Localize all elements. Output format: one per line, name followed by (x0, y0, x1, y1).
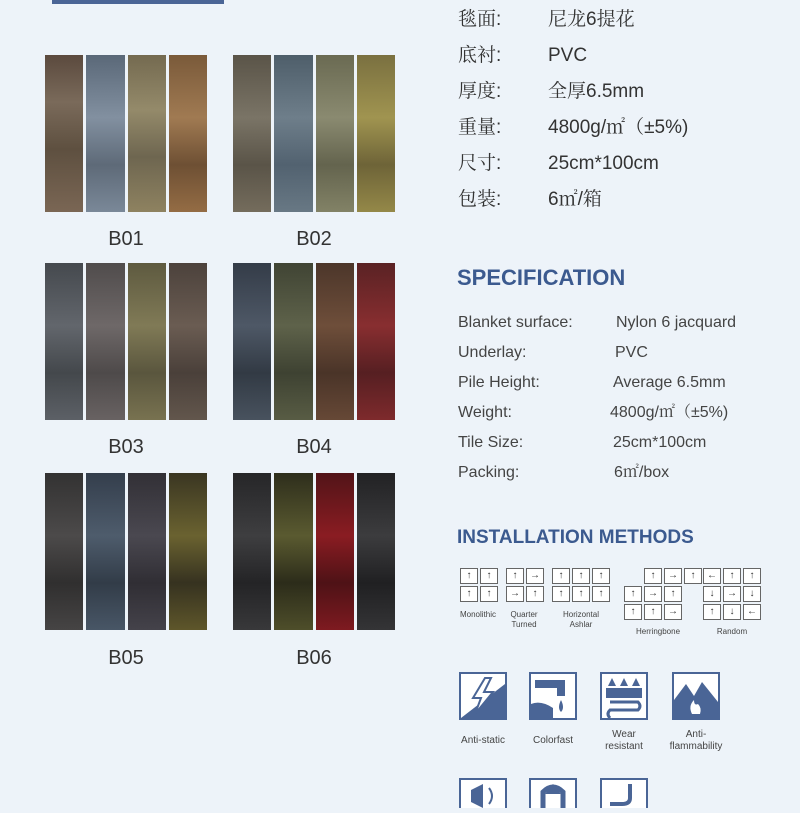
swatch-label: B03 (108, 436, 144, 458)
u-turn-arrow-icon (529, 778, 577, 808)
herringbone-diagram (624, 568, 702, 620)
strip (45, 55, 83, 212)
cn-spec-value: 6㎡/箱 (548, 189, 602, 210)
cn-spec-key: 底衬: (458, 45, 502, 66)
strip (128, 473, 166, 630)
strip (169, 55, 207, 212)
arrow-left-icon: ← (743, 604, 761, 620)
arrow-up-icon: ↑ (506, 568, 524, 584)
arrow-up-icon: ↑ (480, 568, 498, 584)
strip (274, 473, 312, 630)
en-spec-key: Tile Size: (458, 434, 524, 451)
arrow-up-icon: ↑ (624, 586, 642, 602)
arrow-down-icon: ↓ (743, 586, 761, 602)
arrow-right-icon: → (664, 568, 682, 584)
lightning-icon (459, 672, 507, 720)
faucet-icon (529, 672, 577, 720)
swatch-b01 (45, 55, 207, 212)
random-diagram (703, 568, 761, 620)
strip (316, 263, 354, 420)
arrow-up-icon: ↑ (684, 568, 702, 584)
strip (274, 263, 312, 420)
cn-spec-value: 4800g/㎡（±5%) (548, 117, 689, 138)
swatch-label: B06 (296, 647, 332, 669)
arrow-left-icon: ← (703, 568, 721, 584)
method-label (630, 627, 686, 637)
installation-methods-heading: INSTALLATION METHODS (457, 527, 694, 548)
swatch-b06 (233, 473, 395, 630)
arrow-right-icon: → (644, 586, 662, 602)
swatch-b03 (45, 263, 207, 420)
feature-label (656, 729, 736, 753)
cn-spec-key: 厚度: (458, 81, 502, 102)
en-spec-value: Average 6.5mm (613, 374, 726, 391)
strip (233, 473, 271, 630)
arrow-up-icon: ↑ (480, 586, 498, 602)
method-label-text: Monolithic (459, 610, 496, 619)
arrow-down-icon: ↓ (703, 586, 721, 602)
top-accent-bar (52, 0, 224, 4)
arrow-up-icon: ↑ (664, 586, 682, 602)
cn-spec-value: PVC (548, 45, 588, 66)
method-label (552, 610, 610, 630)
en-spec-value: 25cm*100cm (613, 434, 707, 451)
cn-spec-key: 毯面: (458, 9, 502, 30)
arrow-up-icon: ↑ (644, 604, 662, 620)
arrow-up-icon: ↑ (592, 568, 610, 584)
arrow-up-icon: ↑ (743, 568, 761, 584)
swatch-label: B02 (296, 228, 332, 250)
strip (316, 55, 354, 212)
en-spec-key: Weight: (458, 404, 512, 421)
feature-label: Colorfast (532, 735, 573, 746)
swatch-label: B04 (296, 436, 332, 458)
method-label-text: Herringbone (635, 627, 681, 636)
arrow-up-icon: ↑ (723, 568, 741, 584)
method-label-text: Horizontal Ashlar (562, 610, 599, 629)
strip (45, 473, 83, 630)
en-spec-key: Underlay: (458, 344, 527, 361)
strip (86, 473, 124, 630)
cn-spec-value: 尼龙6提花 (548, 9, 635, 30)
monolithic-diagram (460, 568, 498, 602)
feature-label: Anti-static (461, 735, 505, 746)
strip (128, 55, 166, 212)
method-label (498, 610, 550, 630)
swatch-b04 (233, 263, 395, 420)
method-label (708, 627, 756, 637)
arrow-up-icon: ↑ (644, 568, 662, 584)
en-spec-value: 6㎡/box (614, 464, 670, 481)
strip (45, 263, 83, 420)
strip (274, 55, 312, 212)
en-spec-key: Packing: (458, 464, 520, 481)
method-label-text: Quarter Turned (510, 610, 538, 629)
cn-spec-value: 25cm*100cm (548, 153, 659, 174)
swatch-b02 (233, 55, 395, 212)
arrow-up-icon: ↑ (552, 568, 570, 584)
strip (169, 473, 207, 630)
en-spec-key: Pile Height: (458, 374, 540, 391)
quarter-turned-diagram (506, 568, 544, 602)
cn-spec-key: 包装: (458, 189, 502, 210)
arrow-up-icon: ↑ (572, 568, 590, 584)
arrow-up-icon: ↑ (703, 604, 721, 620)
flame-icon (672, 672, 720, 720)
en-spec-value: 4800g/㎡（±5%) (610, 404, 729, 421)
horizontal-ashlar-diagram (552, 568, 610, 602)
strip (169, 263, 207, 420)
arrow-right-icon: → (526, 568, 544, 584)
en-spec-key: Blanket surface: (458, 314, 573, 331)
arrow-up-icon: ↑ (592, 586, 610, 602)
arrow-down-icon: ↓ (723, 604, 741, 620)
arrow-right-icon: → (664, 604, 682, 620)
arrow-up-icon: ↑ (460, 568, 478, 584)
strip (357, 55, 395, 212)
feature-label (584, 729, 664, 753)
feature-label-text: Anti- flammability (669, 729, 723, 752)
method-label-text: Random (716, 627, 748, 636)
arrow-right-icon: → (723, 586, 741, 602)
swatch-b05 (45, 473, 207, 630)
sound-icon (459, 778, 507, 808)
strip (357, 263, 395, 420)
strip (316, 473, 354, 630)
strip (233, 55, 271, 212)
arrow-right-icon: → (506, 586, 524, 602)
feature-label-text: Wear resistant (605, 729, 643, 752)
specification-heading: SPECIFICATION (457, 265, 626, 290)
strip (233, 263, 271, 420)
cn-spec-key: 尺寸: (458, 153, 502, 174)
swatch-label: B05 (108, 647, 144, 669)
strip (357, 473, 395, 630)
cn-spec-value: 全厚6.5mm (548, 81, 645, 102)
arrow-up-icon: ↑ (572, 586, 590, 602)
arrow-up-icon: ↑ (526, 586, 544, 602)
en-spec-value: PVC (615, 344, 648, 361)
strip (86, 263, 124, 420)
method-label (455, 610, 501, 620)
cn-spec-key: 重量: (458, 117, 502, 138)
strip (86, 55, 124, 212)
arrow-up-icon: ↑ (552, 586, 570, 602)
arrow-up-icon: ↑ (460, 586, 478, 602)
wear-arrows-icon (600, 672, 648, 720)
en-spec-value: Nylon 6 jacquard (616, 314, 737, 331)
swatch-label: B01 (108, 228, 144, 250)
pipe-icon (600, 778, 648, 808)
strip (128, 263, 166, 420)
arrow-up-icon: ↑ (624, 604, 642, 620)
